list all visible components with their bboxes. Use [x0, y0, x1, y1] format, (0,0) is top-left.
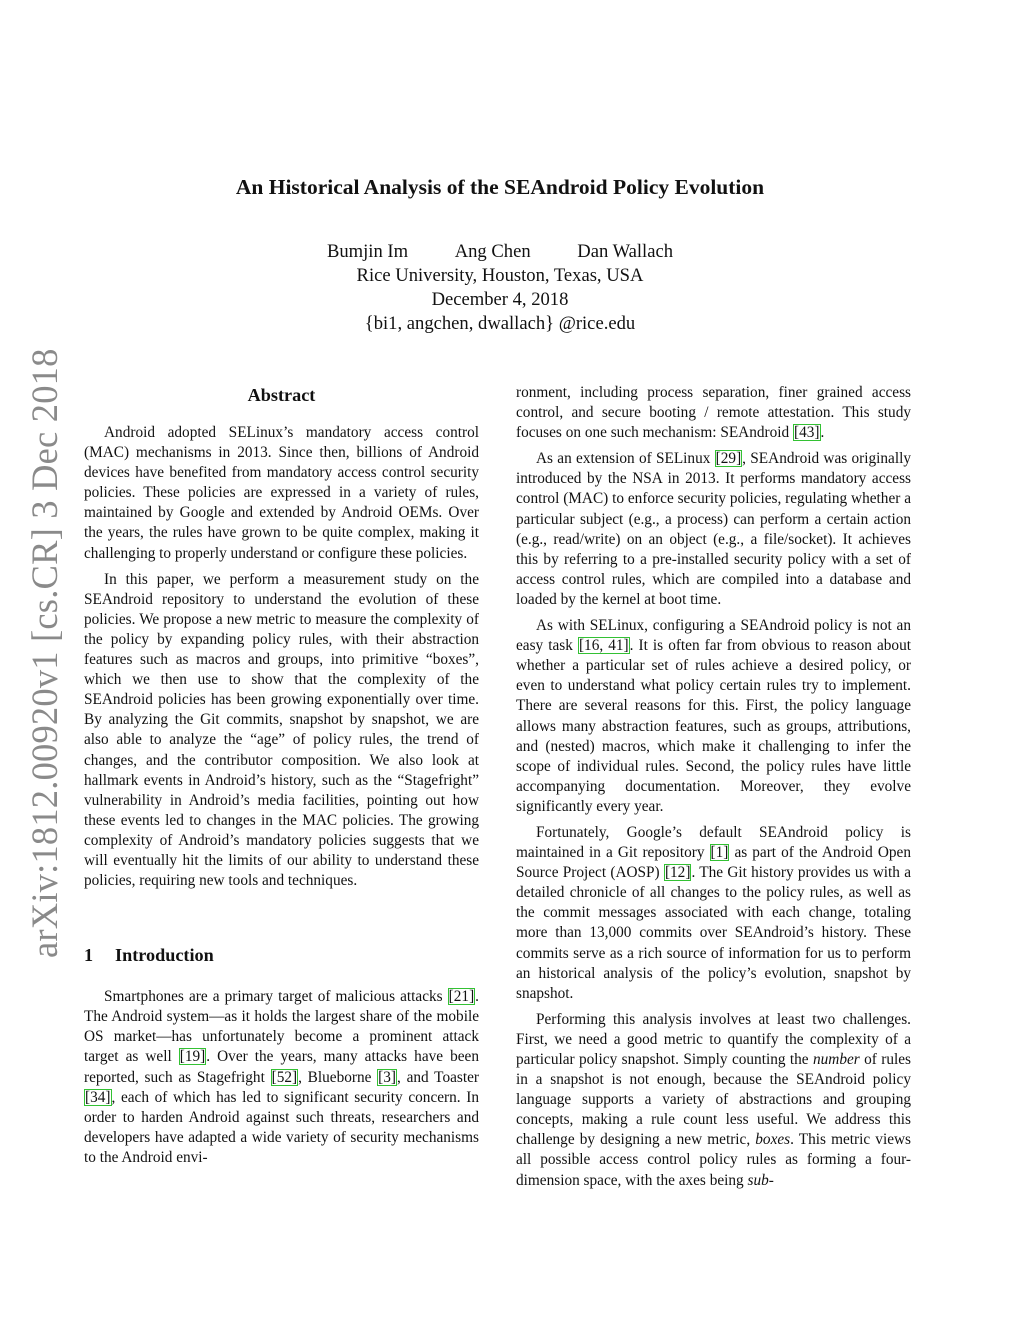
right-column	[516, 383, 911, 1197]
emphasis: number	[812, 1051, 860, 1068]
intro-paragraph: Smartphones are a primary target of malicious attacks [21]. The Android system—as it holds the largest share of the mobile OS market—has unfortunately become a prominent attack target as well [19]. Over the years, many attacks have been reported, such as Stagefright [52], Blueborne [3], and Toaster [34], each of which has led to significant security concern. In order to harden Android against such threats, researchers and developers have adapted a wide variety of security mechanisms to the Android envi-	[84, 988, 479, 1166]
author-name: Bumjin Im	[326, 241, 409, 262]
author-name: Ang Chen	[454, 241, 531, 262]
citation-link[interactable]: [3]	[378, 1068, 397, 1086]
citation-link[interactable]: [1]	[710, 844, 729, 862]
citation-link[interactable]: [43]	[794, 424, 820, 442]
citation-link[interactable]: [16, 41]	[578, 637, 629, 655]
affiliation: Rice University, Houston, Texas, USA	[356, 265, 644, 286]
citation-link[interactable]: [52]	[271, 1068, 298, 1086]
intro-paragraph: As with SELinux, configuring a SEAndroid policy is not an easy task [16, 41]. It is often far from obvious to reason about whether a particular set of rules achieve a desired policy, or even to understand what policy certain rules try to implement. There are several reasons for this. First, the policy language allows many abstraction features, such as groups, attributions, and (nested) macros, which make it challenging to infer the scope of individual rules. Second, the policy rules have little accompanying documentation. Moreover, they evolve significantly every year.	[516, 617, 911, 815]
citation-link[interactable]: [12]	[664, 864, 691, 882]
citation-link[interactable]: [34]	[85, 1088, 111, 1106]
intro-paragraph-continued: ronment, including process separation, finer grained access control, and secure booting / remote attestation. This study focuses on one such mechanism: SEAndroid [43].	[516, 384, 911, 442]
section-number: 1	[84, 945, 94, 966]
intro-paragraph: Fortunately, Google’s default SEAndroid policy is maintained in a Git repository [1] as part of the Android Open Source Project (AOSP) [12]. The Git history provides us with a detailed chronicle of all changes to the policy rules, as well as the commit messages associated with each change, totaling more than 13,000 commits over SEAndroid’s history. These commits serve as a rich source of information for us to perform an historical analysis of the policy’s evolution, snapshot by snapshot.	[516, 823, 912, 1002]
author-block	[0, 240, 1000, 336]
citation-link[interactable]: [19]	[179, 1048, 206, 1066]
abstract-paragraph: Android adopted SELinux’s mandatory access control (MAC) mechanisms in 2013. Since then, billions of Android devices have benefited from mandatory access control security policies. These policies are expressed in a variety of rules, maintained by Google and extended by Android OEMs. Over the years, the rules have grown to be quite complex, making it challenging to properly understand or configure these policies.	[84, 424, 479, 562]
section-title: Introduction	[115, 945, 214, 966]
abstract-paragraph: In this paper, we perform a measurement study on the SEAndroid repository to understand the evolution of these policies. We propose a new metric to measure the complexity of the policy by expanding policy rules, with their abstraction features such as macros and groups, into primitive “boxes”, which we then use to show that the complexity of the SEAndroid policies has been growing exponentially over time. By analyzing the Git commits, snapshot by snapshot, we are also able to analyze the “age” of policy rules, the trend of changes, and the contributor composition. We also look at hallmark events in Android’s history, such as the “Stagefright” vulnerability in Android’s media facilities, pointing out how these events led to changes in the MAC policies. The growing complexity of Android’s mandatory policies suggests that we will eventually hit the limits of our ability to understand these policies, requiring new tools and techniques.	[84, 570, 479, 890]
arxiv-identifier: arXiv:1812.00920v1 [cs.CR] 3 Dec 2018	[24, 348, 65, 958]
paper-date: December 4, 2018	[431, 289, 569, 310]
emphasis: sub-	[747, 1171, 774, 1189]
left-column	[84, 383, 479, 1174]
paper-title: An Historical Analysis of the SEAndroid Policy Evolution	[235, 175, 765, 199]
intro-paragraph: Performing this analysis involves at least two challenges. First, we need a good metric to quantify the complexity of a particular policy snapshot. Simply counting the number of rules in a snapshot is not enough, because the SEAndroid policy language supports a variety of abstractions and grouping concepts, making a rule count less useful. We address this challenge by designing a new metric, boxes. This metric views all possible access control policy rules as forming a four-dimension space, with the axes being sub-	[516, 1010, 911, 1189]
citation-link[interactable]: [29]	[715, 450, 742, 468]
citation-link[interactable]: [21]	[448, 988, 475, 1006]
abstract-heading: Abstract	[247, 385, 316, 405]
author-emails: {bi1, angchen, dwallach} @rice.edu	[364, 313, 636, 334]
intro-paragraph: As an extension of SELinux [29], SEAndroid was originally introduced by the NSA in 2013. It performs mandatory access control (MAC) to enforce security policies, regulating whether a particular subject (e.g., a process) can perform a certain action (e.g., read/write) on an object (e.g., a file/socket). It achieves this by referring to a pre-installed security policy with a set of access control rules, which are compiled into a database and loaded by the kernel at boot time.	[516, 450, 911, 608]
author-name: Dan Wallach	[577, 241, 674, 262]
section-heading	[84, 943, 479, 967]
emphasis: boxes	[755, 1131, 791, 1149]
author-list	[0, 240, 1000, 264]
